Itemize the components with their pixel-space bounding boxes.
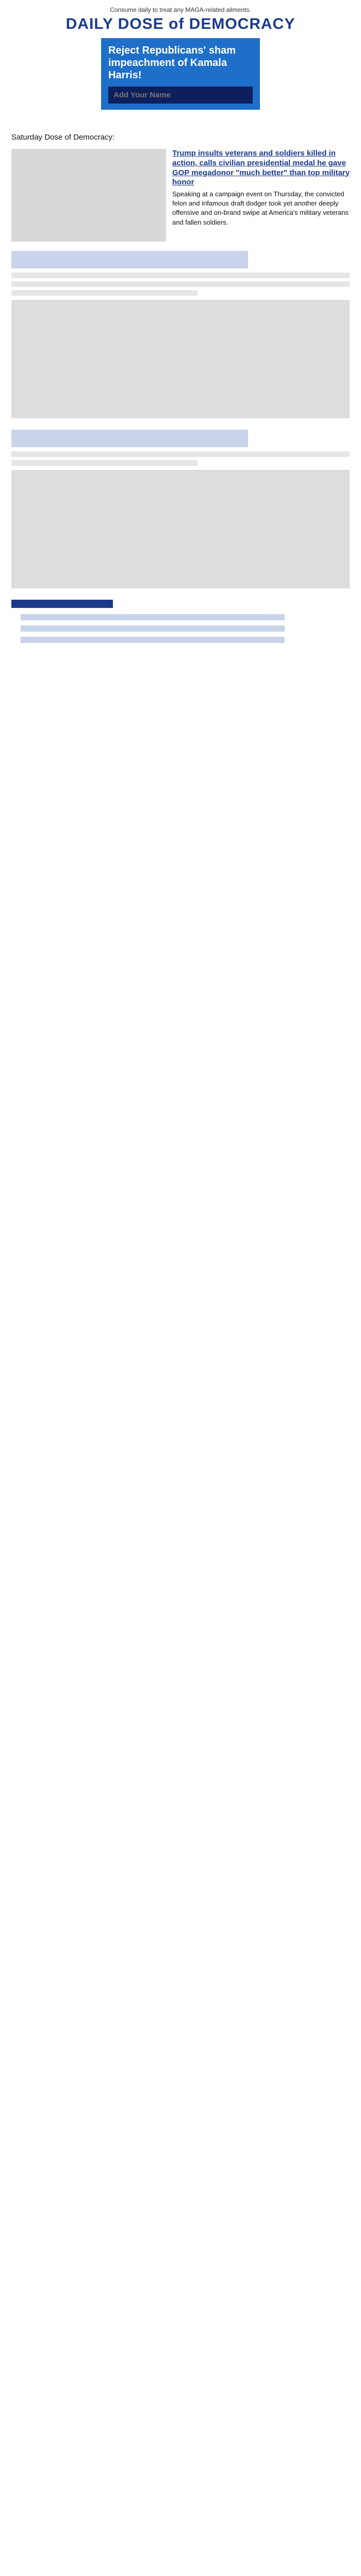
- story-text-placeholder: [11, 451, 350, 457]
- link-list-placeholder: [21, 625, 285, 632]
- link-list-placeholder: [21, 614, 285, 620]
- story-placeholder: [11, 430, 350, 588]
- masthead-title: DAILY DOSE of DEMOCRACY: [65, 15, 296, 32]
- lead-story-headline[interactable]: Trump insults veterans and soldiers killed in action, calls civilian presidential medal he gave GOP megadonor "much better" than top military honor: [172, 149, 350, 187]
- masthead: [0, 0, 361, 129]
- story-text-placeholder: [11, 460, 198, 466]
- lead-story-text: [172, 149, 350, 242]
- lead-story-lede: Speaking at a campaign event on Thursday, the convicted felon and infamous draft dodger took yet another deeply offensive and on-brand swipe at America's military veterans and fallen soldiers.: [172, 190, 349, 226]
- story-text-placeholder: [11, 281, 350, 287]
- link-list-placeholder: [21, 637, 285, 643]
- lead-story-image[interactable]: [11, 149, 166, 242]
- story-text-placeholder: [11, 290, 198, 296]
- promo-banner[interactable]: [101, 38, 260, 110]
- add-name-field[interactable]: [108, 87, 253, 104]
- section-heading-placeholder: [11, 600, 113, 608]
- story-headline-placeholder: [11, 430, 248, 447]
- story-headline-placeholder: [11, 251, 248, 268]
- story-placeholder: [11, 251, 350, 418]
- masthead-kicker: Consume daily to treat any MAGA-related ailments.: [110, 6, 251, 13]
- story-text-placeholder: [11, 273, 350, 278]
- promo-headline[interactable]: Reject Republicans' sham impeachment of Kamala Harris!: [108, 45, 236, 81]
- story-image-placeholder: [11, 300, 350, 418]
- lead-story: [11, 149, 350, 242]
- newsletter-body: [0, 133, 361, 643]
- newsletter-intro: Saturday Dose of Democracy:: [11, 133, 115, 142]
- story-image-placeholder: [11, 470, 350, 588]
